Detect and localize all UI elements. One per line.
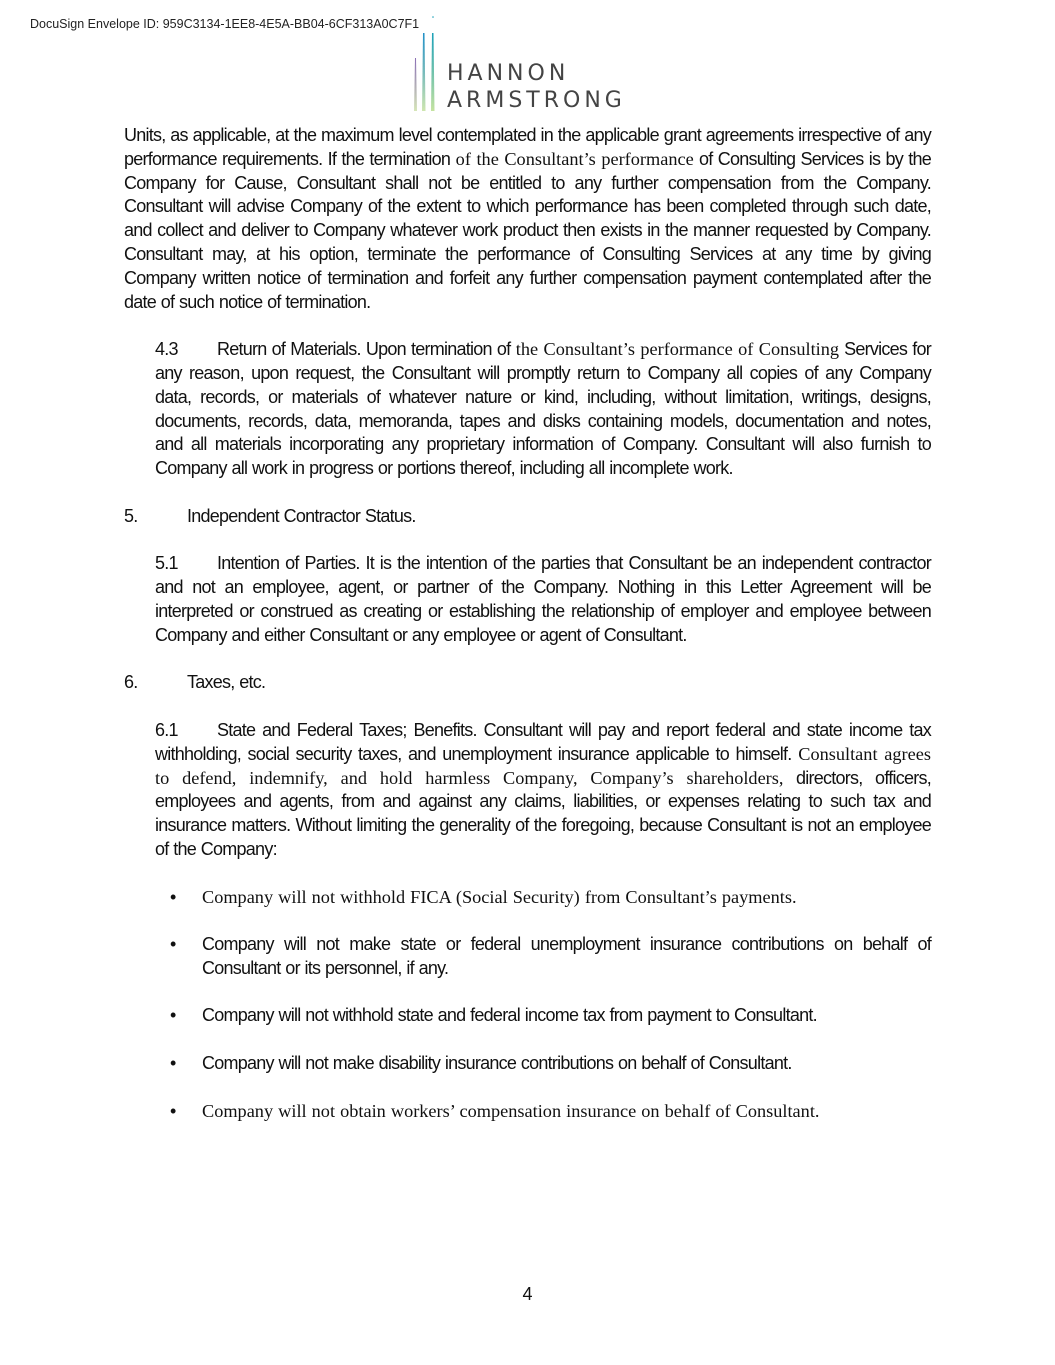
section-5-heading <box>124 505 931 529</box>
paragraph-6-1 <box>124 719 931 862</box>
bullet-icon: • <box>170 1005 177 1026</box>
section-number: 4.3 <box>155 339 178 360</box>
section-number: 6.1 <box>155 719 178 740</box>
text-run-serif: the Consultant’s performance of Consulting <box>510 339 840 360</box>
document-body <box>124 124 931 1147</box>
section-6-heading <box>124 671 931 695</box>
text-run: Services for any reason, upon request, the Consultant will promptly return to Company all copies of any Company data, records, or materials of whatever nature or kind, including, without limitation, writings, designs, documents, records, data, memoranda, tapes and disks containing models, documentation and notes, and all materials incorporating any proprietary information of Company. Consultant will also furnish to Company all work in progress or portions thereof, including all incomplete work. <box>155 339 931 479</box>
section-title: Taxes, etc. <box>187 672 266 693</box>
logo-text-hannon: HANNON <box>447 61 570 86</box>
bullet-text: Company will not withhold FICA (Social Security) from Consultant’s payments. <box>202 886 797 907</box>
paragraph-4-3 <box>124 338 931 481</box>
text-run: Units, as applicable, at the maximum level contemplated in the applicable grant agreements irrespective of any performance requirements. If the termination <box>124 125 931 169</box>
text-run: Intention of Parties. It is the intention of the parties that Consultant be an independent contractor and not an employee, agent, or partner of the Company. Nothing in this Letter Agreement will be interpreted or construed as creating or establishing the relationship of employer and employee between Company and either Consultant or any employee or agent of Consultant. <box>155 553 931 645</box>
bullet-item <box>124 1100 931 1124</box>
docusign-envelope-id: DocuSign Envelope ID: 959C3134-1EE8-4E5A-BB04-6CF313A0C7F1 <box>30 17 420 31</box>
hannon-armstrong-logo <box>411 15 661 113</box>
bullet-icon: • <box>170 1053 177 1074</box>
bullet-item <box>124 933 931 981</box>
bullet-item <box>124 1004 931 1028</box>
bullet-text: Company will not withhold state and federal income tax from payment to Consultant. <box>202 1005 817 1026</box>
section-number: 5.1 <box>155 553 178 574</box>
bullet-item <box>124 886 931 910</box>
page-number: 4 <box>522 1284 533 1304</box>
logo-text-armstrong: ARMSTRONG <box>447 88 626 113</box>
paragraph-5-1 <box>124 552 931 647</box>
section-number: 5. <box>124 505 138 526</box>
bullet-item <box>124 1052 931 1076</box>
section-title: Independent Contractor Status. <box>187 505 416 526</box>
bullet-icon: • <box>170 934 177 955</box>
bullet-text: Company will not obtain workers’ compensation insurance on behalf of Consultant. <box>202 1100 820 1121</box>
text-run-serif: Consultant agrees to defend, indemnify, and hold harmless Company, Company’s shareholders, <box>155 743 931 788</box>
text-run: State and Federal Taxes; Benefits. Consultant will pay and report federal and state income tax withholding, social security taxes, and unemployment insurance applicable to himself. <box>155 719 931 764</box>
bullet-text: Company will not make disability insurance contributions on behalf of Consultant. <box>202 1053 792 1074</box>
bullet-text: Company will not make state or federal unemployment insurance contributions on behalf of Consultant or its personnel, if any. <box>202 934 931 978</box>
bullet-icon: • <box>170 886 177 907</box>
bullet-icon: • <box>170 1100 177 1121</box>
text-run: directors, officers, employees and agents, from and against any claims, liabilities, or expenses relating to such tax and insurance matters. Without limiting the generality of the foregoing, because Consultant is not an employee of the Company: <box>155 767 931 859</box>
logo-bars-icon <box>411 15 447 113</box>
section-number: 6. <box>124 672 138 693</box>
bullet-list <box>124 886 931 1124</box>
text-run-serif: of the Consultant’s performance <box>450 148 694 169</box>
text-run: Return of Materials. Upon termination of <box>217 339 511 360</box>
paragraph-4-2-continued <box>124 124 931 314</box>
text-run: of Consulting Services is by the Company for Cause, Consultant shall not be entitled to any further compensation from the Company. Consultant will advise Company of the extent to which performance has been completed through such date, and collect and deliver to Company whatever work product then exists in the manner requested by Company. Consultant may, at his option, terminate the performance of Consulting Services at any time by giving Company written notice of termination and forfeit any further compensation payment contemplated after the date of such notice of termination. <box>124 148 932 312</box>
